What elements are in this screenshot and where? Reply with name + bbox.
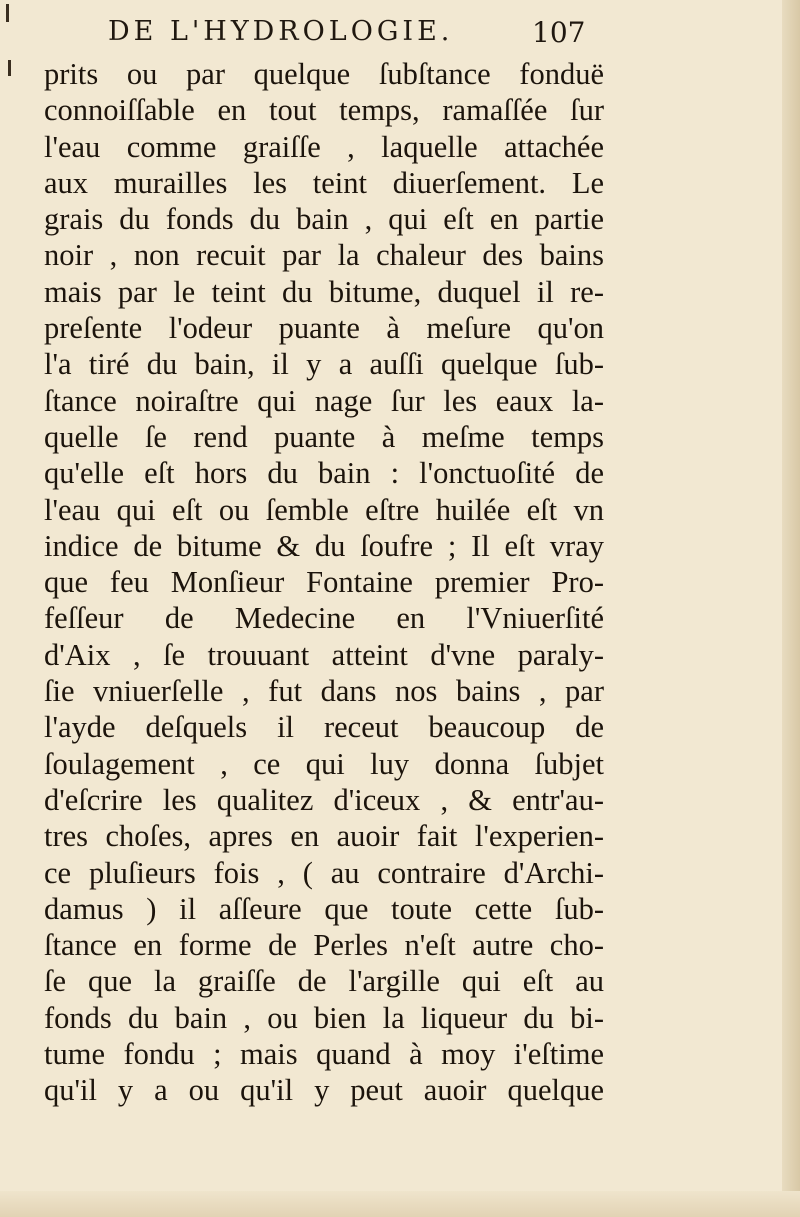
text-line: ſoulagement , ce qui luy donna ſubjet (44, 746, 604, 781)
text-line: damus ) il aſſeure que toute cette ſub- (44, 891, 604, 926)
page-number: 107 (532, 16, 586, 49)
text-line: l'eau qui eſt ou ſemble eſtre huilée eſt vn (44, 492, 604, 527)
text-line: tume fondu ; mais quand à moy i'eſtime (44, 1037, 604, 1072)
text-line: d'Aix , ſe trouuant atteint d'vne paraly- (44, 637, 604, 672)
text-line: mais par le teint du bitume, duquel il re- (44, 274, 604, 309)
running-head (0, 16, 800, 56)
page-edge-right (782, 0, 800, 1217)
text-line: grais du fonds du bain , qui eſt en partie (44, 202, 604, 237)
text-line: qu'elle eſt hors du bain : l'onctuoſité de (44, 456, 604, 491)
page-edge-bottom (0, 1191, 800, 1217)
text-line: quelle ſe rend puante à meſme temps (44, 419, 604, 454)
text-line: indice de bitume & du ſoufre ; Il eſt vray (44, 528, 604, 563)
text-line: connoiſſable en tout temps, ramaſſée ſur (44, 93, 604, 128)
text-line: preſente l'odeur puante à meſure qu'on (44, 311, 604, 346)
margin-mark-left (8, 60, 11, 76)
text-line: l'ayde deſquels il receut beaucoup de (44, 710, 604, 745)
text-line: l'eau comme graiſſe , laquelle attachée (44, 129, 604, 164)
text-line: ſie vniuerſelle , fut dans nos bains , par (44, 674, 604, 709)
text-line: fonds du bain , ou bien la liqueur du bi- (44, 1000, 604, 1035)
text-line: d'eſcrire les qualitez d'iceux , & entr'au- (44, 782, 604, 817)
text-line: prits ou par quelque ſubſtance fonduë (44, 57, 604, 91)
text-line: ſtance en forme de Perles n'eſt autre cho- (44, 928, 604, 963)
text-line: feſſeur de Medecine en l'Vniuerſité (44, 601, 604, 636)
text-line: tres choſes, apres en auoir fait l'experien- (44, 819, 604, 854)
body-text (44, 56, 604, 1109)
text-line: ſe que la graiſſe de l'argille qui eſt au (44, 964, 604, 999)
running-title: DE L'HYDROLOGIE. (108, 16, 454, 47)
text-line: que feu Monſieur Fontaine premier Pro- (44, 565, 604, 600)
text-line: ce pluſieurs fois , ( au contraire d'Archi- (44, 855, 604, 890)
text-line: qu'il y a ou qu'il y peut auoir quelque (44, 1073, 604, 1108)
text-line: aux murailles les teint diuerſement. Le (44, 165, 604, 200)
text-line: l'a tiré du bain, il y a auſſi quelque ſub- (44, 347, 604, 382)
text-line: noir , non recuit par la chaleur des bains (44, 238, 604, 273)
text-line: ſtance noiraſtre qui nage ſur les eaux la- (44, 383, 604, 418)
